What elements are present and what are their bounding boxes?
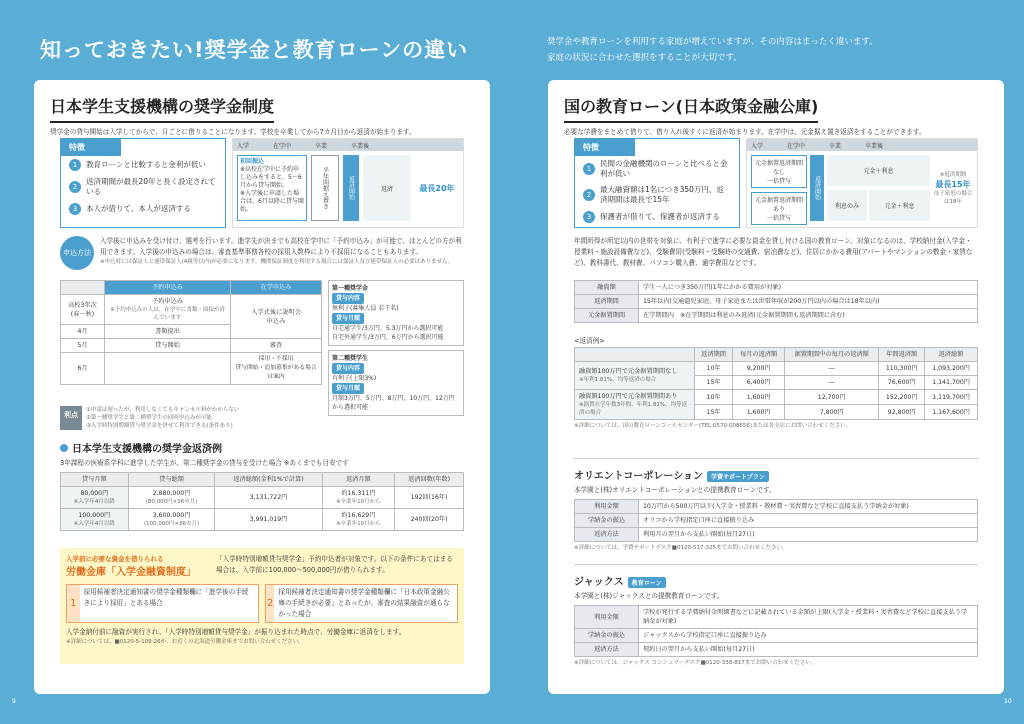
loan-info-table: 融資額 学生一人につき350万円(1年にかかる費用が対象) 返済期間 15年以内(交通遺児家庭、母子家庭または世帯年収が200万円以内の場合は18年以内) 元金据置期間 在学期間内 ※在学期間は利息のみ返済(元金据置期間も返済期間に含む) <box>574 280 978 323</box>
schedule-table: 予約申込み 在学申込み 高校3年次(春〜秋) 予約申込み ※予約申込みの人は、在学中に書類・面接が済んでいます 入学式後に説明会 申込み 4月 書類提出 5月 貸与開始 審査 6月 採用・不採用 貸与開始・追加募集がある場合は案内 <box>60 280 322 385</box>
left-title: 日本学生支援機構の奨学金制度 <box>50 94 274 123</box>
loan-conditions: 年間所得が所定以内の世帯を対象に、有利子で進学に必要な資金を貸し付ける国の教育ローン。対象になるのは、学校納付金(入学金・授業料・施設設備費など)、受験費用(受験料・受験時の交通費、宿泊費など)、住居にかかる費用(アパートやマンションの敷金・家賃など)、教科書代、教材費、パソコン購入費、通学費用などです。 <box>574 237 973 267</box>
left-flow: 入学 在学中 卒業 卒業後 初回振込 ※高校在学中に予約申し込みをすると、5〜6月から貸与開始。 ※入学後に申請した場合は、6月以降に貸与開始。 半年間据え置き 返済開始 返済 最長20年 <box>232 138 464 228</box>
page-number-right: 10 <box>1004 698 1012 705</box>
apply-note: ※申込時には保証人と連帯保証人(4親等以内)が必要になります。機関保証制度を利用する場合には保証人及び連帯保証人の必要はありません。 <box>100 259 454 265</box>
right-page <box>548 80 1004 694</box>
header <box>0 0 1024 80</box>
loan-repay-example: <返済例> 返済期間 毎月の返済額 据置期間中の毎月の返済額 年間返済額 返済総額 融資額100万円で元金据置期間なし ※年利1.81%、均等返済の場合 10年 9,200円 ― 110,300円 1,093,200円 15年 6,400円 ― 76,600円 1,141,700円 融資額100万円で元金据置期間あり ※据置在学年数3年間、年利1.81%、均等返済の場合 10年 1,600円 12,700円 152,200円 1,119,700円 15年 1,600円 7,800円 92,800円 1,167,600円 ※詳細については、国の教育ローンコールセンター(TEL:0570-008656)または各支店にお問い合わせください。 <box>574 336 978 430</box>
jaccs-section: ジャックス 教育ローン 本学園と(株)ジャックスとの提携教育ローンです。 利用金額 学校が発行する学費納付金明細書などに記載されている金額が上限(入学金・授業料・実習費など学校に直接支払う学納金が対象) 学納金の振込 ジャックスから学校指定口座に直接振り込み 返済方法 契約日の翌月から支払い開始(毎月27日) ※詳細については、ジャックス コンシュマーデスク■0120-338-817までお問い合わせください。 <box>574 564 978 667</box>
feature-item: 3 本人が借りて、本人が返済する <box>61 200 225 218</box>
scholarship-kinds <box>328 280 464 416</box>
left-lead: 奨学金の貸与開始は入学してからで、月ごとに借りることになります。学校を卒業してから7カ月目から返済が始まります。 <box>50 128 416 136</box>
apply-badge: 申込方法 <box>60 236 94 270</box>
right-lead: 必要な学費をまとめて借りて、借り入れ後すぐに返済が始まります。在学中は、元金据え置き返済をすることができます。 <box>564 128 926 136</box>
points: 利点 ①申請は遅ったが、利用しなくてもキャンセル料がかからない ②第一種奨学生と第二種奨学生の同時申込みが可能 ③入学時特別増額貸与奨学金を併せて利用できる(条件あり) <box>60 406 322 430</box>
apply-section <box>60 236 464 270</box>
left-page <box>34 80 490 694</box>
kind-2: 第二種奨学生 貸与内容 有利子(上限3%) 貸与月額 月額3万円、5万円、8万円、10万円、12万円から選択可能 <box>328 350 464 416</box>
right-flow: 入学 在学中 卒業 卒業後 元金据置返済期間なし 一括貸与 元金据置返済期間あり 一括貸与 返済開始 元金＋利息 利息のみ 元金＋利息 ※返済期間 最長15年 母子家庭の場合は18年 <box>746 138 978 228</box>
page-number-left: 9 <box>12 698 16 705</box>
feature-item: 2 返済期間が最長20年と長く設定されている <box>61 174 225 200</box>
kind-1: 第一種奨学金 貸与内容 無利子(募集人員 若干名) 貸与月額 自宅通学生/3万円、5.3万円から選択可能 自宅外通学生/3万円、6万円から選択可能 <box>328 280 464 346</box>
feature-item: 1 教育ローンと比較すると金利が低い <box>61 156 225 174</box>
right-features: 特徴 1 民間の金融機関のローンと比べると金利が低い 2 最大融資額は1名につき350万円、返済期間は最長で15年 3 保護者が借りて、保護者が返済する <box>574 138 740 228</box>
apply-text: 入学後に申込みを受け付け、選考を行います。進学先が決までも高校在学中に「予約申込み」が可能で、ほとんどの方が利用できます。入学後の申込みの場合は、審査基準事務各校の採用人数枠により不採用になることもあります。 <box>100 237 462 256</box>
feature-label: 特徴 <box>61 139 121 156</box>
repay-example: 日本学生支援機構の奨学金返済例 3年課程の医療系学科に進学した学生が、第二種奨学金の貸与を受けた場合 ※あくまでも目安です 貸与月額 貸与総額 返済総額(金利1%で計算) 返済月額 返済回数(年数) 80,000円 ※入学年4月以降 2,880,000円 (80,000円×36カ月) 3,131,722円 約16,311円 ※卒業年10月から 192回(16年) 100,000円 ※入学年4月以降 3,600,000円 (100,000円×36カ月) 3,991,019円 約16,629円 ※卒業年10月から 240回(20年) <box>60 440 464 531</box>
page-title: 知っておきたい!奨学金と教育ローンの違い <box>40 38 469 62</box>
header-intro: 奨学金や教育ローンを利用する家庭が増えていますが、その内容はまったく違います。 家庭の状況に合わせた選択をすることが大切です。 <box>547 37 878 63</box>
right-title: 国の教育ローン(日本政策金融公庫) <box>564 94 818 123</box>
orient-section: オリエントコーポレーション 学費サポートプラン 本学園と(株)オリエントコーポレーションとの提携教育ローンです。 利用金額 10万円から500万円以下(入学金・授業料・教材費・実習費など学校に直接支払う学納金が対象) 学納金の振込 オリコから学校指定口座に直接振り込み 返済方法 利用月の翌月から支払い開始(毎月27日) ※詳細については、学費サポートデスク■0120-517-325までお問い合わせください。 <box>574 458 978 552</box>
left-features <box>60 138 226 228</box>
labor-bank-box: 入学前に必要な資金を借りられる 労働金庫「入学金融資制度」 「入学時特別増額貸与奨学金」予約申込者が対象です。以下の条件にあてはまる場合は、入学前に100,000〜500,000円が借りられます。 1 採用候補者決定通知書の奨学金種類欄に「進学後の手続きにより採用」とある場合 2 採用候補者決定通知書の奨学金種類欄に「日本政策金融公庫の手続きが必要」とあったが、審査の結果融資が通らなかった場合 入学金納付前に融資が実行され、「入学時特別増額貸与奨学金」が振り込まれた時点で、労働金庫に返済をします。 ※詳細については、■0120-5-109-26か、お近くの北海道労働金庫までお問い合わせください。 <box>60 548 464 664</box>
